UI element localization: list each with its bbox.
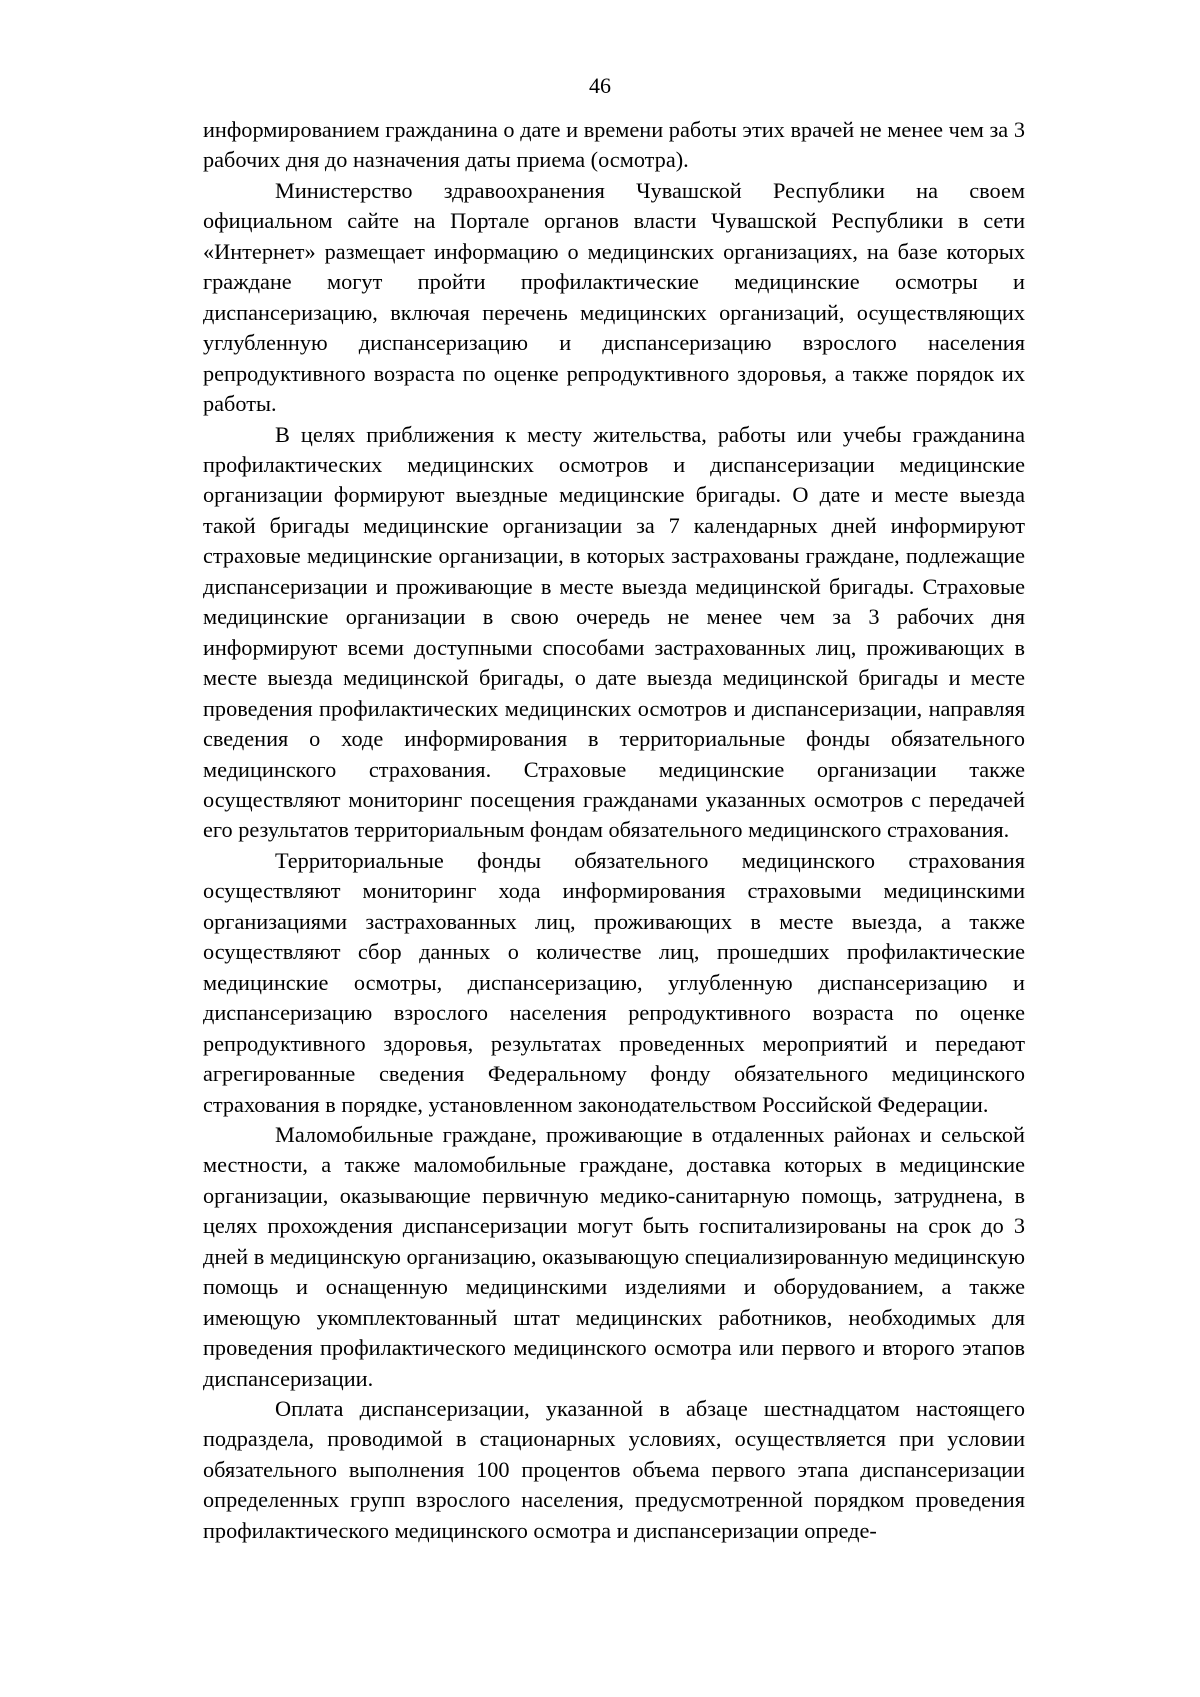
paragraph-ministry-info: Министерство здравоохранения Чувашской Республики на своем официальном сайте на Портале органов власти Чувашской Республики в сети «Интернет» размещает информацию о медицинских организациях, на базе которых граждане могут пройти профилактические медицинские осмотры и диспансеризацию, включая перечень медицинских организаций, осуществляющих углубленную диспансеризацию и диспансеризацию взрослого населения репродуктивного возраста по оценке репродуктивного здоровья, а также порядок их работы. — [203, 177, 1025, 417]
paragraph-continuation: информированием гражданина о дате и времени работы этих врачей не менее чем за 3 рабочих дня до назначения даты приема (осмотра). — [203, 117, 1025, 173]
page-number: 46 — [589, 73, 611, 98]
paragraph-low-mobility-citizens: Маломобильные граждане, проживающие в отдаленных районах и сельской местности, а также маломобильные граждане, доставка которых в медицинские организации, оказывающие первичную медико-санитарную помощь, затруднена, в целях прохождения диспансеризации могут быть госпитализированы на срок до 3 дней в медицинскую организацию, оказывающую специализированную медицинскую помощь и оснащенную медицинскими изделиями и оборудованием, а также имеющую укомплектованный штат медицинских работников, необходимых для проведения профилактического медицинского осмотра или первого и второго этапов диспансеризации. — [203, 1121, 1025, 1391]
paragraph-mobile-brigades: В целях приближения к месту жительства, работы или учебы гражданина профилактических медицинских осмотров и диспансеризации медицинские организации формируют выездные медицинские бригады. О дате и месте выезда такой бригады медицинские организации за 7 календарных дней информируют страховые медицинские организации, в которых застрахованы граждане, подлежащие диспансеризации и проживающие в месте выезда медицинской бригады. Страховые медицинские организации в свою очередь не менее чем за 3 рабочих дня информируют всеми доступными способами застрахованных лиц, проживающих в месте выезда медицинской бригады, о дате выезда медицинской бригады и месте проведения профилактических медицинских осмотров и диспансеризации, направляя сведения о ходе информирования в территориальные фонды обязательного медицинского страхования. Страховые медицинские организации также осуществляют мониторинг посещения гражданами указанных осмотров с передачей его результатов территориальным фондам обязательного медицинского страхования. — [203, 421, 1025, 843]
paragraph-territorial-funds: Территориальные фонды обязательного медицинского страхования осуществляют мониторинг хода информирования страховыми медицинскими организациями застрахованных лиц, проживающих в месте выезда, а также осуществляют сбор данных о количестве лиц, прошедших профилактические медицинские осмотры, диспансеризацию, углубленную диспансеризацию и диспансеризацию взрослого населения репродуктивного возраста по оценке репродуктивного здоровья, результатах проведенных мероприятий и передают агрегированные сведения Федеральному фонду обязательного медицинского страхования в порядке, установленном законодательством Российской Федерации. — [203, 847, 1025, 1117]
paragraph-payment: Оплата диспансеризации, указанной в абзаце шестнадцатом настоящего подраздела, проводимой в стационарных условиях, осуществляется при условии обязательного выполнения 100 процентов объема первого этапа диспансеризации определенных групп взрослого населения, предусмотренной порядком проведения профилактического медицинского осмотра и диспансеризации опреде- — [203, 1396, 1025, 1543]
document-body — [203, 115, 1025, 1546]
